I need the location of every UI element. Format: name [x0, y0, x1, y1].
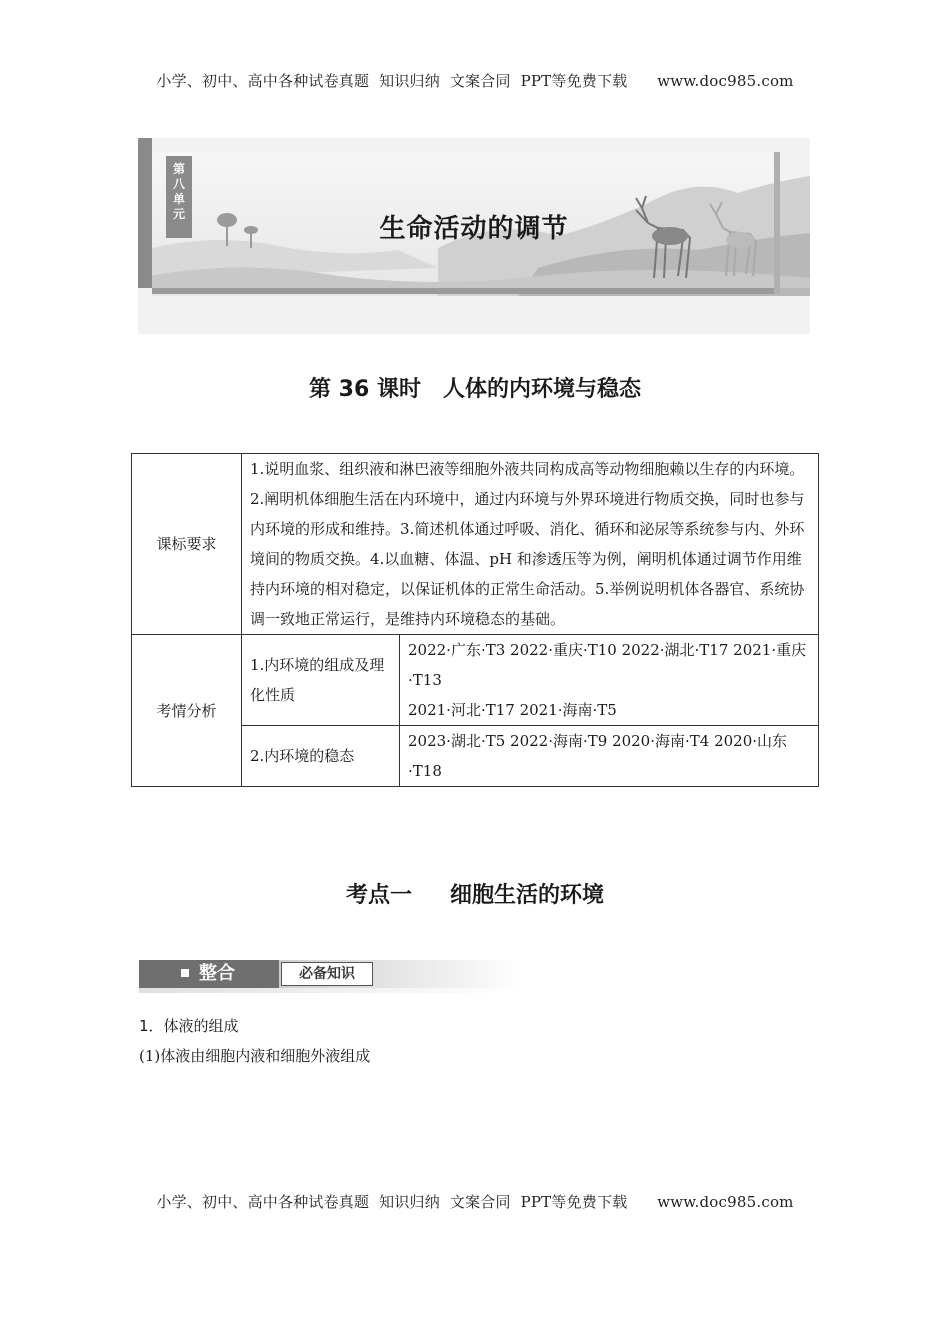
unit-char: 单 — [172, 192, 185, 206]
unit-banner — [138, 138, 810, 334]
exam-references — [400, 726, 819, 787]
unit-title: 生命活动的调节 — [379, 214, 569, 244]
section-label: 考点一 — [345, 883, 412, 908]
table-label: 课标要求 — [132, 454, 242, 635]
unit-char: 第 — [172, 162, 185, 176]
table-row — [132, 454, 819, 635]
section-name: 细胞生活的环境 — [450, 883, 605, 908]
table-label: 考情分析 — [132, 635, 242, 787]
reference-line: 2021·河北·T17 2021·海南·T5 — [408, 701, 617, 719]
page-header: 小学、初中、高中各种试卷真题 知识归纳 文案合同 PPT等免费下载 www.doc985.com — [156, 72, 794, 90]
content-text: (1)体液由细胞内液和细胞外液组成 — [139, 1047, 371, 1065]
exam-point: 1.内环境的组成及理化性质 — [242, 635, 400, 726]
lesson-number: 第 36 课时 — [309, 377, 421, 402]
section-bar-main — [139, 960, 279, 988]
section-title — [0, 878, 950, 909]
unit-char: 八 — [172, 177, 185, 191]
requirements-table — [131, 453, 819, 787]
section-bar-tag: 必备知识 — [281, 962, 373, 986]
square-bullet-icon — [181, 969, 189, 977]
reference-line: 2023·湖北·T5 2022·海南·T9 2020·海南·T4 2020·山东·T18 — [408, 732, 788, 780]
lesson-title — [0, 372, 950, 403]
exam-point: 2.内环境的稳态 — [242, 726, 400, 787]
unit-char: 元 — [172, 207, 185, 221]
requirements-text: 1.说明血浆、组织液和淋巴液等细胞外液共同构成高等动物细胞赖以生存的内环境。2.阐明机体细胞生活在内环境中，通过内环境与外界环境进行物质交换，同时也参与内环境的形成和维持。3.简述机体通过呼吸、消化、循环和泌尿等系统参与内、外环境间的物质交换。4.以血糖、体温、pH 和渗透压等为例，阐明机体通过调节作用维持内环境的相对稳定，以保证机体的正常生命活动。5.举例说明机体各器官、系统协调一致地正常运行，是维持内环境稳态的基础。 — [242, 454, 819, 635]
table-row — [132, 635, 819, 726]
page-footer: 小学、初中、高中各种试卷真题 知识归纳 文案合同 PPT等免费下载 www.doc985.com — [156, 1193, 794, 1211]
content-heading: 1．体液的组成 — [139, 1017, 239, 1035]
section-bar-main-label: 整合 — [199, 963, 235, 984]
exam-references — [400, 635, 819, 726]
reference-line: 2022·广东·T3 2022·重庆·T10 2022·湖北·T17 2021·重庆·T13 — [408, 641, 807, 689]
section-bar — [139, 960, 521, 990]
lesson-name: 人体的内环境与稳态 — [442, 377, 641, 402]
